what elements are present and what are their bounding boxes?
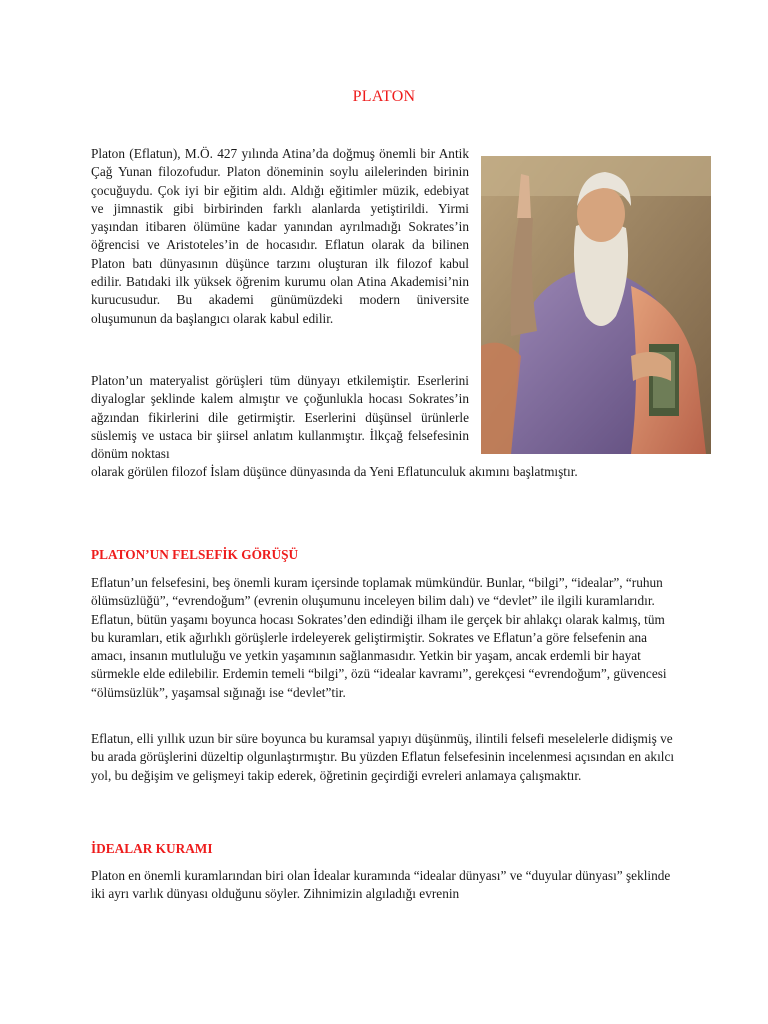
section-heading-idealar-kurami: İDEALAR KURAMI (91, 841, 213, 856)
page-title: PLATON (352, 88, 416, 105)
section2-paragraph-1: Platon en önemli kuramlarından biri olan İdealar kuramında “idealar dünyası” ve “duyular dünyası” şeklinde iki ayrı varlık dünyası olduğunu söyler. Zihnimizin algıladığı evrenin (91, 868, 671, 902)
intro-paragraph-2: Platon’un materyalist görüşleri tüm dünyayı etkilemiştir. Eserlerini diyaloglar şeklinde kalem almıştır ve çoğunlukla hocası Sokrates’in ağzından fikirlerini dile getirmiştir. Eserlerini düşünsel ürünlerle süslemiş ve ustaca bir şiirsel anlatım kullanmıştır. İlkçağ felsefesinin dönüm noktası (91, 373, 469, 462)
platon-portrait-image (481, 156, 711, 454)
intro-paragraph-2-tail: olarak görülen filozof İslam düşünce dünyasında da Yeni Eflatunculuk akımını başlatmıştır. (91, 464, 578, 479)
section1-paragraph-2: Eflatun, elli yıllık uzun bir süre boyunca bu kuramsal yapıyı düşünmüş, ilintili felsefi meselelerle didişmiş ve bu arada görüşlerini düzeltip olgunlaştırmıştır. Bu yüzden Eflatun felsefesinin incelenmesi açısından en akılcı yol, bu değişim ve gelişmeyi takip ederek, öğretinin geçirdiği evreleri anlamaya çalışmaktır. (91, 731, 675, 783)
intro-paragraph-1: Platon (Eflatun), M.Ö. 427 yılında Atina’da doğmuş önemli bir Antik Çağ Yunan filozofudur. Platon döneminin soylu ailelerinden birinin çocuğuydu. Çok iyi bir eğitim aldı. Aldığı eğitimler müzik, edebiyat ve jimnastik gibi birbirinden farklı alanlarda yetiştirildi. Yirmi yaşından itibaren ölümüne kadar yanından ayrılmadığı Sokrates’in öğrencisi ve Aristoteles’in de hocasıdır. Eflatun olarak da bilinen Platon batı dünyasının düşünce tarzını oluşturan ilk filozof kabul edilir. Batıdaki ilk yüksek öğrenim kurumu olan Atina Akademisi’nin kurucusudur. Bu akademi günümüzdeki modern üniversite oluşumunun da başlangıcı olarak kabul edilir. (91, 146, 469, 326)
section1-paragraph-1: Eflatun’un felsefesini, beş önemli kuram içersinde toplamak mümkündür. Bunlar, “bilgi”, “idealar”, “ruhun ölümsüzlüğü”, “evrendoğum” (evrenin oluşumunu inceleyen bilim dalı) ve “devlet” ile ilgili kuramlarıdır. Eflatun, bütün yaşamı boyunca hocası Sokrates’den edindiği ilham ile gerçek bir ahlakçı olarak kalmış, tüm bu kuramları, etik ağırlıklı görüşlerle irdeleyerek geliştirmiştir. Sokrates ve Eflatun’a göre felsefenin ana amacı, insanın mutluluğu ve yetkin yaşamının sağlanmasıdır. Yetkin bir yaşam, ancak erdemli bir hayat sürmekle elde edilebilir. Erdemin temeli “bilgi”, özü “idealar kavramı”, gerekçesi “evrendoğum”, güvencesi “ölümsüzlük”, yaşamsal sığınağı ise “devlet”tir. (91, 575, 667, 700)
section-heading-felsefik-gorusu: PLATON’UN FELSEFİK GÖRÜŞÜ (91, 547, 299, 562)
